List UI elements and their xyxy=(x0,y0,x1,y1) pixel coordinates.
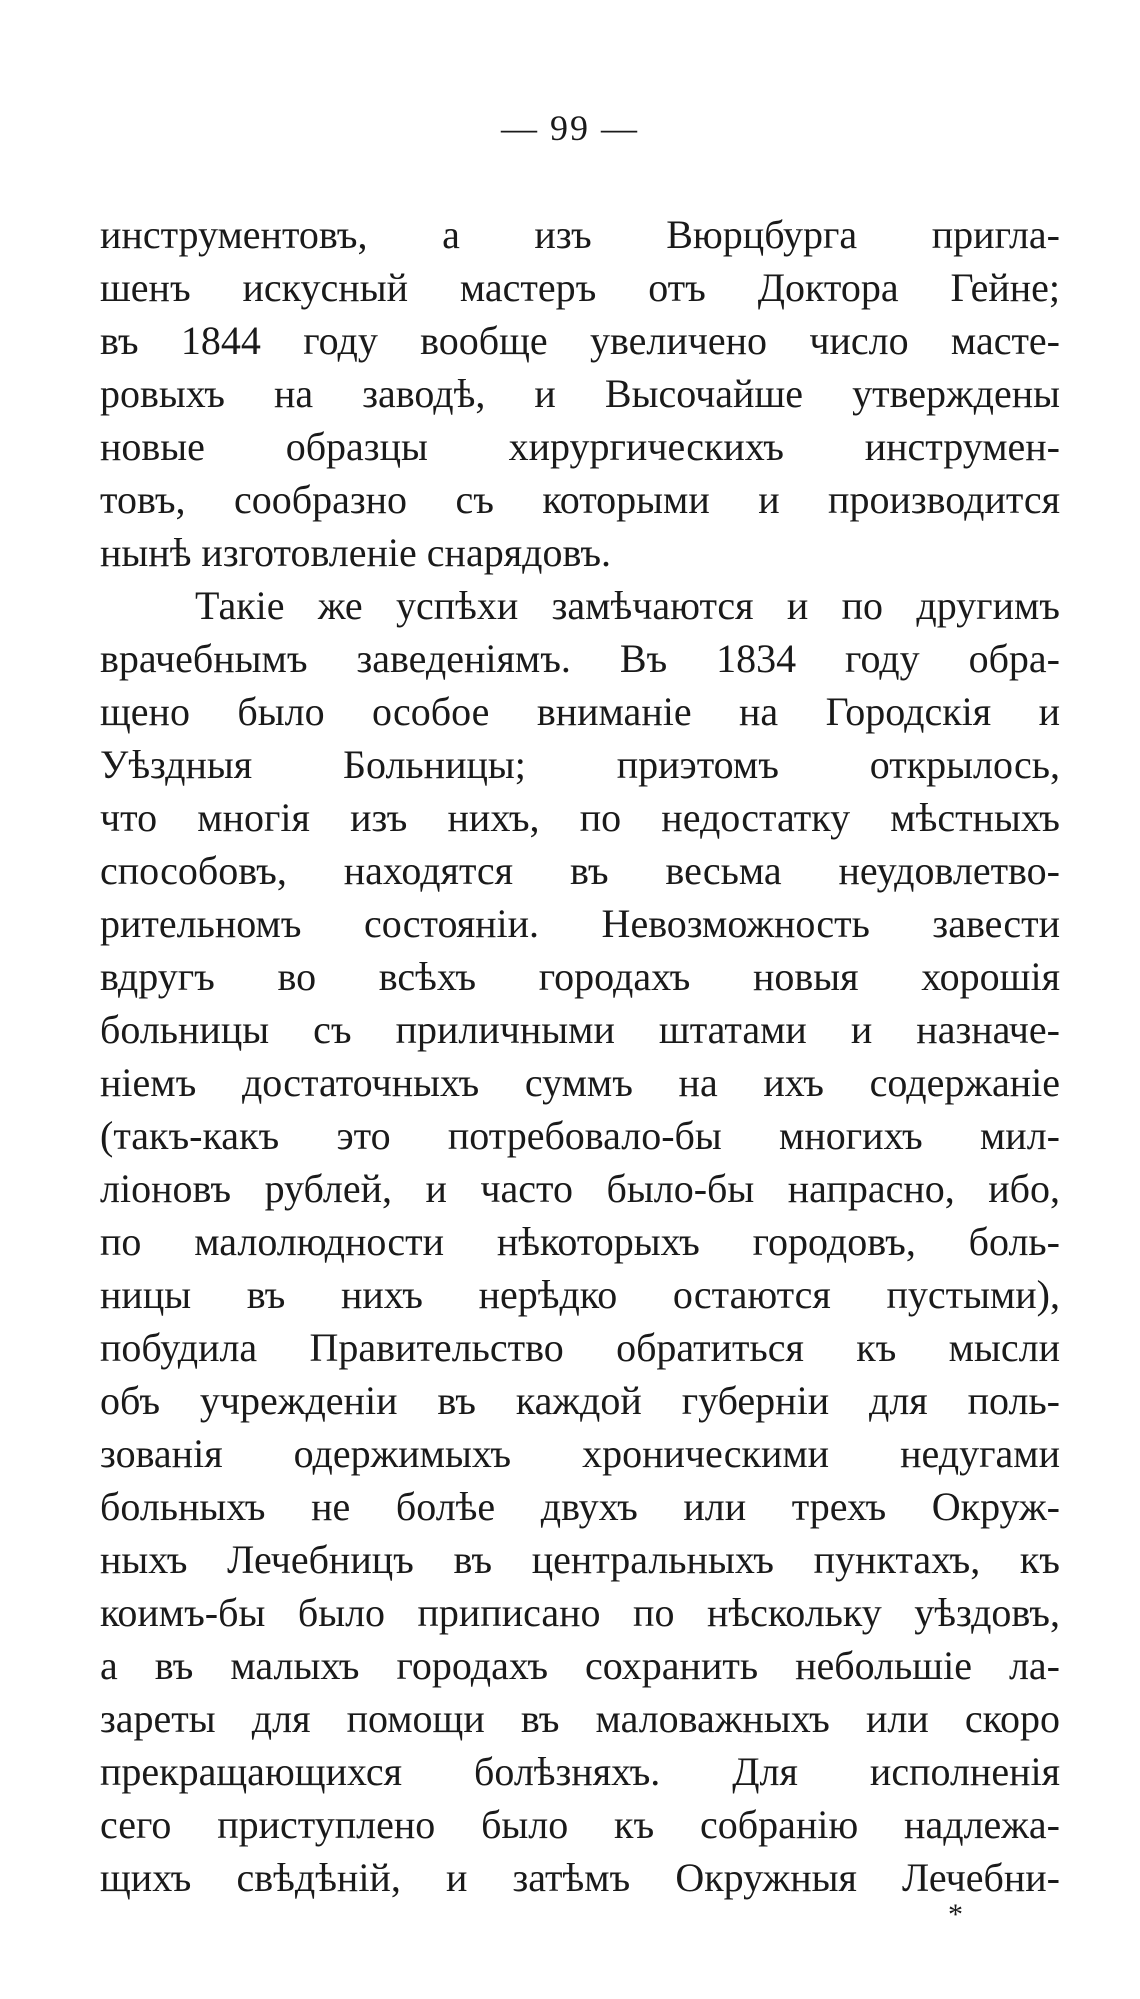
text-line: прекращающихся болѣзняхъ. Для исполненія xyxy=(100,1749,1060,1794)
text-line: что многія изъ нихъ, по недостатку мѣстныхъ xyxy=(100,795,1060,840)
footer-mark: * xyxy=(948,1898,963,1931)
text-line: щено было особое вниманіе на Городскія и xyxy=(100,689,1060,734)
text-line: нынѣ изготовленіе снарядовъ. xyxy=(100,530,612,575)
paragraph-1 xyxy=(100,208,1060,579)
body-text xyxy=(100,208,1060,1904)
text-line: рительномъ состояніи. Невозможность завести xyxy=(100,901,1060,946)
text-line: объ учрежденіи въ каждой губерніи для поль- xyxy=(100,1378,1060,1423)
text-line: въ 1844 году вообще увеличено число масте- xyxy=(100,318,1060,363)
text-line: больницы съ приличными штатами и назначе- xyxy=(100,1007,1060,1052)
text-line: зареты для помощи въ маловажныхъ или скоро xyxy=(100,1696,1060,1741)
text-line: а въ малыхъ городахъ сохранить небольшіе ла- xyxy=(100,1643,1060,1688)
paragraph-2 xyxy=(100,579,1060,1904)
text-line: коимъ-бы было приписано по нѣскольку уѣздовъ, xyxy=(100,1590,1060,1635)
text-line: способовъ, находятся въ весьма неудовлетво- xyxy=(100,848,1060,893)
text-line: Уѣздныя Больницы; приэтомъ открылось, xyxy=(100,742,1060,787)
text-line: ровыхъ на заводѣ, и Высочайше утверждены xyxy=(100,371,1060,416)
text-line: по малолюдности нѣкоторыхъ городовъ, боль- xyxy=(100,1219,1060,1264)
text-line: (такъ-какъ это потребовало-бы многихъ мил- xyxy=(100,1113,1060,1158)
text-line: инструментовъ, а изъ Вюрцбурга пригла- xyxy=(100,212,1060,257)
text-line: шенъ искусный мастеръ отъ Доктора Гейне; xyxy=(100,265,1060,310)
text-line: зованія одержимыхъ хроническими недугами xyxy=(100,1431,1060,1476)
text-line: больныхъ не болѣе двухъ или трехъ Окруж- xyxy=(100,1484,1060,1529)
text-line: новые образцы хирургическихъ инструмен- xyxy=(100,424,1060,469)
text-line: ліоновъ рублей, и часто было-бы напрасно, ибо, xyxy=(100,1166,1060,1211)
text-line: побудила Правительство обратиться къ мысли xyxy=(100,1325,1060,1370)
text-line: сего приступлено было къ собранію надлежа- xyxy=(100,1802,1060,1847)
text-line: врачебнымъ заведеніямъ. Въ 1834 году обра- xyxy=(100,636,1060,681)
text-line: ныхъ Лечебницъ въ центральныхъ пунктахъ, къ xyxy=(100,1537,1060,1582)
text-line: товъ, сообразно съ которыми и производится xyxy=(100,477,1060,522)
text-line: ницы въ нихъ нерѣдко остаются пустыми), xyxy=(100,1272,1060,1317)
text-line: ніемъ достаточныхъ суммъ на ихъ содержаніе xyxy=(100,1060,1060,1105)
text-line: щихъ свѣдѣній, и затѣмъ Окружныя Лечебни- xyxy=(100,1855,1060,1900)
page-number: — 99 — xyxy=(501,108,639,148)
text-line: Такіе же успѣхи замѣчаются и по другимъ xyxy=(195,583,1060,628)
text-line: вдругъ во всѣхъ городахъ новыя хорошія xyxy=(100,954,1060,999)
